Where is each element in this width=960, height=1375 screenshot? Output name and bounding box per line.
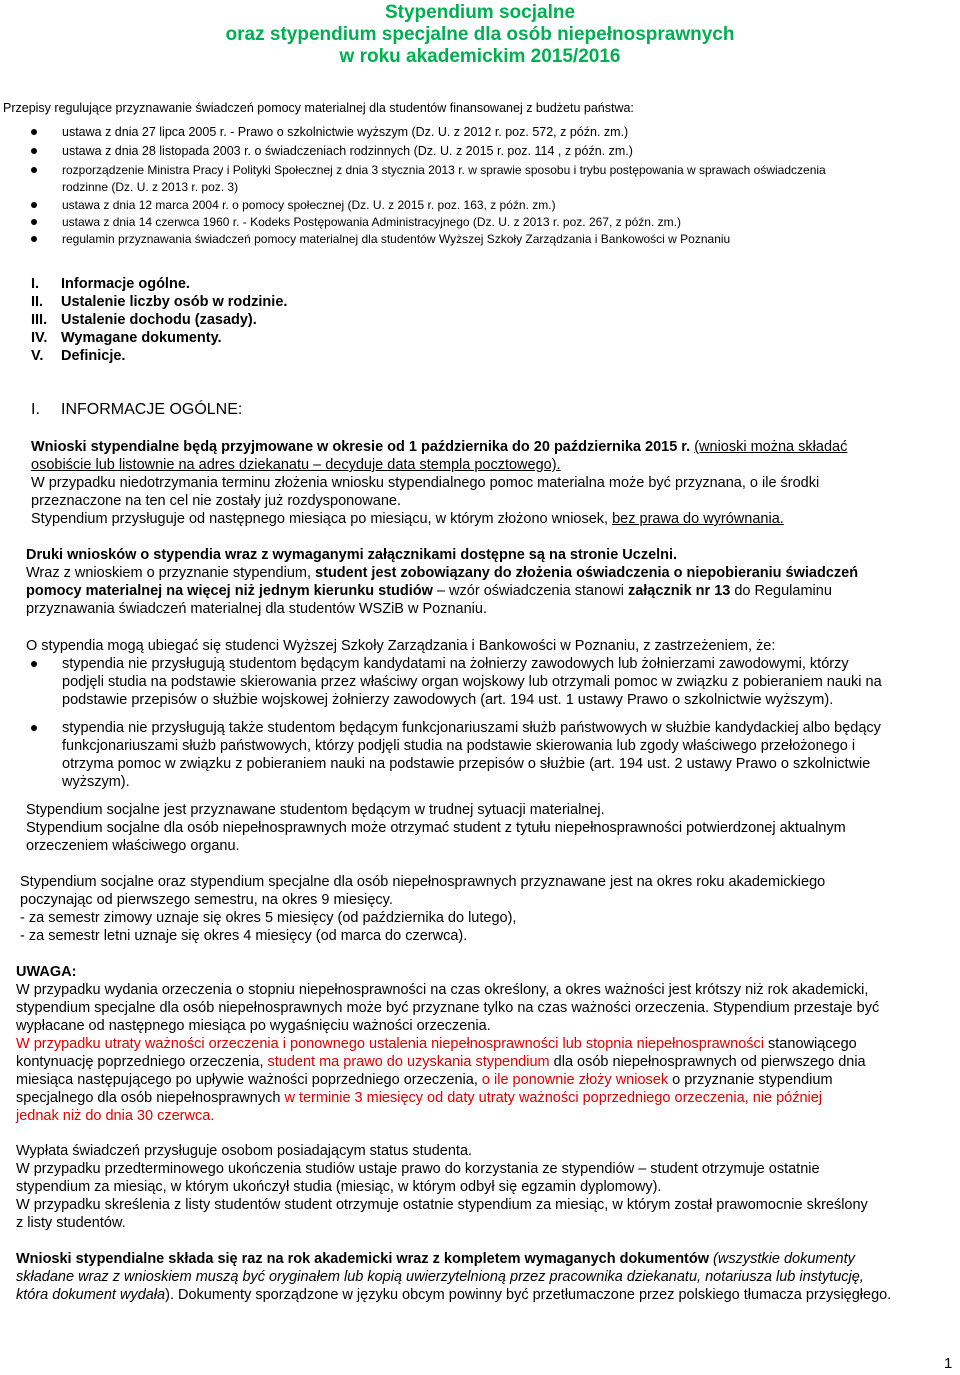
bullet-icon: [31, 148, 37, 154]
toc-item: V. Definicje.: [31, 348, 126, 364]
bullet-icon: [31, 129, 37, 135]
toc-item: II. Ustalenie liczby osób w rodzinie.: [31, 294, 288, 310]
section-body: Wnioski stypendialne składa się raz na rok akademicki wraz z kompletem wymaganych dokumentów (wszystkie dokumenty składane wraz z wnioskiem muszą być oryginałem lub kopią uwierzytelnioną przez pracownika dziekanatu, notariusza lub instytucję, która dokument wydała). Dokumenty sporządzone w języku obcym powinny być przetłumaczone przez polskiego tłumacza przysięgłego.: [16, 1251, 892, 1303]
regulation-item: regulamin przyznawania świadczeń pomocy materialnej dla studentów Wyższej Szkoły Zarządzania i Bankowości w Poznaniu: [62, 232, 731, 246]
table-of-contents: [31, 275, 287, 365]
regulation-item-continued: rodzinne (Dz. U. z 2013 r. poz. 3): [62, 180, 239, 194]
regulation-item: rozporządzenie Ministra Pracy i Polityki Społecznej z dnia 3 stycznia 2013 r. w sprawie sposobu i trybu postępowania w sprawach oświadczenia: [62, 163, 826, 177]
document-title-line3: w roku akademickim 2015/2016: [339, 46, 621, 67]
regulations-intro: Przepisy regulujące przyznawanie świadczeń pomocy materialnej dla studentów finansowanej z budżetu państwa:: [3, 101, 634, 115]
bullet-icon: [31, 725, 37, 731]
toc-item: I. Informacje ogólne.: [31, 276, 190, 292]
section-body: Stypendium socjalne jest przyznawane studentom będącym w trudnej sytuacji materialnej. Stypendium socjalne dla osób niepełnosprawnych może otrzymać student z tytułu niepełnosprawności potwierdzonej aktualnym orzeczeniem właściwego organu.: [26, 802, 846, 854]
bullet-icon: [31, 236, 37, 242]
bullet-icon: [31, 661, 37, 667]
list-item: stypendia nie przysługują także studentom będącym funkcjonariuszami służb państwowych w służbie kandydackiej albo będący funkcjonariuszami służb państwowych, którzy podjęli studia na podstawie skierowania lub zgody właściwego przełożonego i otrzyma pomoc w związku z pobieraniem nauki na podstawie przepisów o służbie (art. 194 ust. 2 ustawy Prawo o szkolnictwie wyższym).: [62, 720, 881, 790]
section-body: Wypłata świadczeń przysługuje osobom posiadającym status studenta. W przypadku przedterminowego ukończenia studiów ustaje prawo do korzystania ze stypendiów – student otrzymuje ostatnie stypendium za miesiąc, w którym ukończył studia (miesiąc, w którym odbył się egzamin dyplomowy). W przypadku skreślenia z listy studentów student otrzymuje ostatnie stypendium za miesiąc, w którym został prawomocnie skreślony z listy studentów.: [16, 1143, 868, 1231]
regulation-item: ustawa z dnia 14 czerwca 1960 r. - Kodeks Postępowania Administracyjnego (Dz. U. z 2013 r. poz. 267, z późn. zm.): [62, 215, 681, 229]
page-number: 1: [944, 1355, 953, 1372]
bullet-icon: [31, 202, 37, 208]
list-item: stypendia nie przysługują studentom będącym kandydatami na żołnierzy zawodowych lub żołnierzami zawodowymi, którzy podjęli studia na podstawie skierowania przez właściwy organ wojskowy lub otrzymali pomoc w związku z pobieraniem nauki na podstawie przepisów o służbie wojskowej żołnierzy zawodowych (art. 194 ust. 1 ustawy Prawo o szkolnictwie wyższym).: [62, 656, 882, 708]
toc-item: IV. Wymagane dokumenty.: [31, 330, 222, 346]
paragraph: O stypendia mogą ubiegać się studenci Wyższej Szkoły Zarządzania i Bankowości w Poznaniu, z zastrzeżeniem, że:: [26, 638, 776, 654]
document-title-line1: Stypendium socjalne: [384, 2, 576, 23]
regulation-item: ustawa z dnia 27 lipca 2005 r. - Prawo o szkolnictwie wyższym (Dz. U. z 2012 r. poz. 572, z późn. zm.): [62, 125, 629, 139]
section-body: Stypendium socjalne oraz stypendium specjalne dla osób niepełnosprawnych przyznawane jest na okres roku akademickiego poczynając od pierwszego semestru, na okres 9 miesięcy. - za semestr zimowy uznaje się okres 5 miesięcy (od października do lutego), - za semestr letni uznaje się okres 4 miesięcy (od marca do czerwca).: [20, 874, 826, 944]
toc-item: III. Ustalenie dochodu (zasady).: [31, 312, 257, 328]
note-heading: UWAGA:: [16, 964, 77, 980]
section-heading: I. INFORMACJE OGÓLNE:: [31, 401, 243, 418]
section-body: Wnioski stypendialne będą przyjmowane w okresie od 1 października do 20 października 2015 r. (wnioski można składać osobiście lub listownie na adres dziekanatu – decyduje data stempla pocztowego). W przypadku niedotrzymania terminu złożenia wniosku stypendialnego pomoc materialna może być przyznana, o ile środki przeznaczone na ten cel nie zostały już rozdysponowane. Stypendium przysługuje od następnego miesiąca po miesiącu, w którym złożono wniosek, bez prawa do wyrównania.: [31, 439, 848, 527]
bullet-icon: [31, 219, 37, 225]
note-block: UWAGA: W przypadku wydania orzeczenia o stopniu niepełnosprawności na czas określony, a okres ważności jest krótszy niż rok akademicki, stypendium specjalne dla osób niepełnosprawnych może być przyznane tylko na czas ważności orzeczenia. Stypendium przestaje być wypłacane od następnego miesiąca po wygaśnięciu ważności orzeczenia. W przypadku utraty ważności orzeczenia i ponownego ustalenia niepełnosprawności lub stopnia niepełnosprawności stanowiącego kontynuację poprzedniego orzeczenia, student ma prawo do uzyskania stypendium dla osób niepełnosprawnych od pierwszego dnia miesiąca następującego po upływie ważności poprzedniego orzeczenia, o ile ponownie złoży wniosek o przyznanie stypendium specjalnego dla osób niepełnosprawnych w terminie 3 miesięcy od daty utraty ważności poprzedniego orzeczenia, nie później jednak niż do dnia 30 czerwca.: [16, 964, 880, 1124]
document-title-line2: oraz stypendium specjalne dla osób niepełnosprawnych: [225, 24, 735, 45]
regulation-item: ustawa z dnia 12 marca 2004 r. o pomocy społecznej (Dz. U. z 2015 r. poz. 163, z późn. zm.): [62, 198, 556, 212]
bullet-icon: [31, 167, 37, 173]
regulation-item: ustawa z dnia 28 listopada 2003 r. o świadczeniach rodzinnych (Dz. U. z 2015 r. poz. 114 , z późn. zm.): [62, 144, 633, 158]
section-body: Druki wniosków o stypendia wraz z wymaganymi załącznikami dostępne są na stronie Uczelni. Wraz z wnioskiem o przyznanie stypendium, student jest zobowiązany do złożenia oświadczenia o niepobieraniu świadczeń pomocy materialnej na więcej niż jednym kierunku studiów – wzór oświadczenia stanowi załącznik nr 13 do Regulaminu przyznawania świadczeń materialnej dla studentów WSZiB w Poznaniu.: [26, 547, 859, 617]
